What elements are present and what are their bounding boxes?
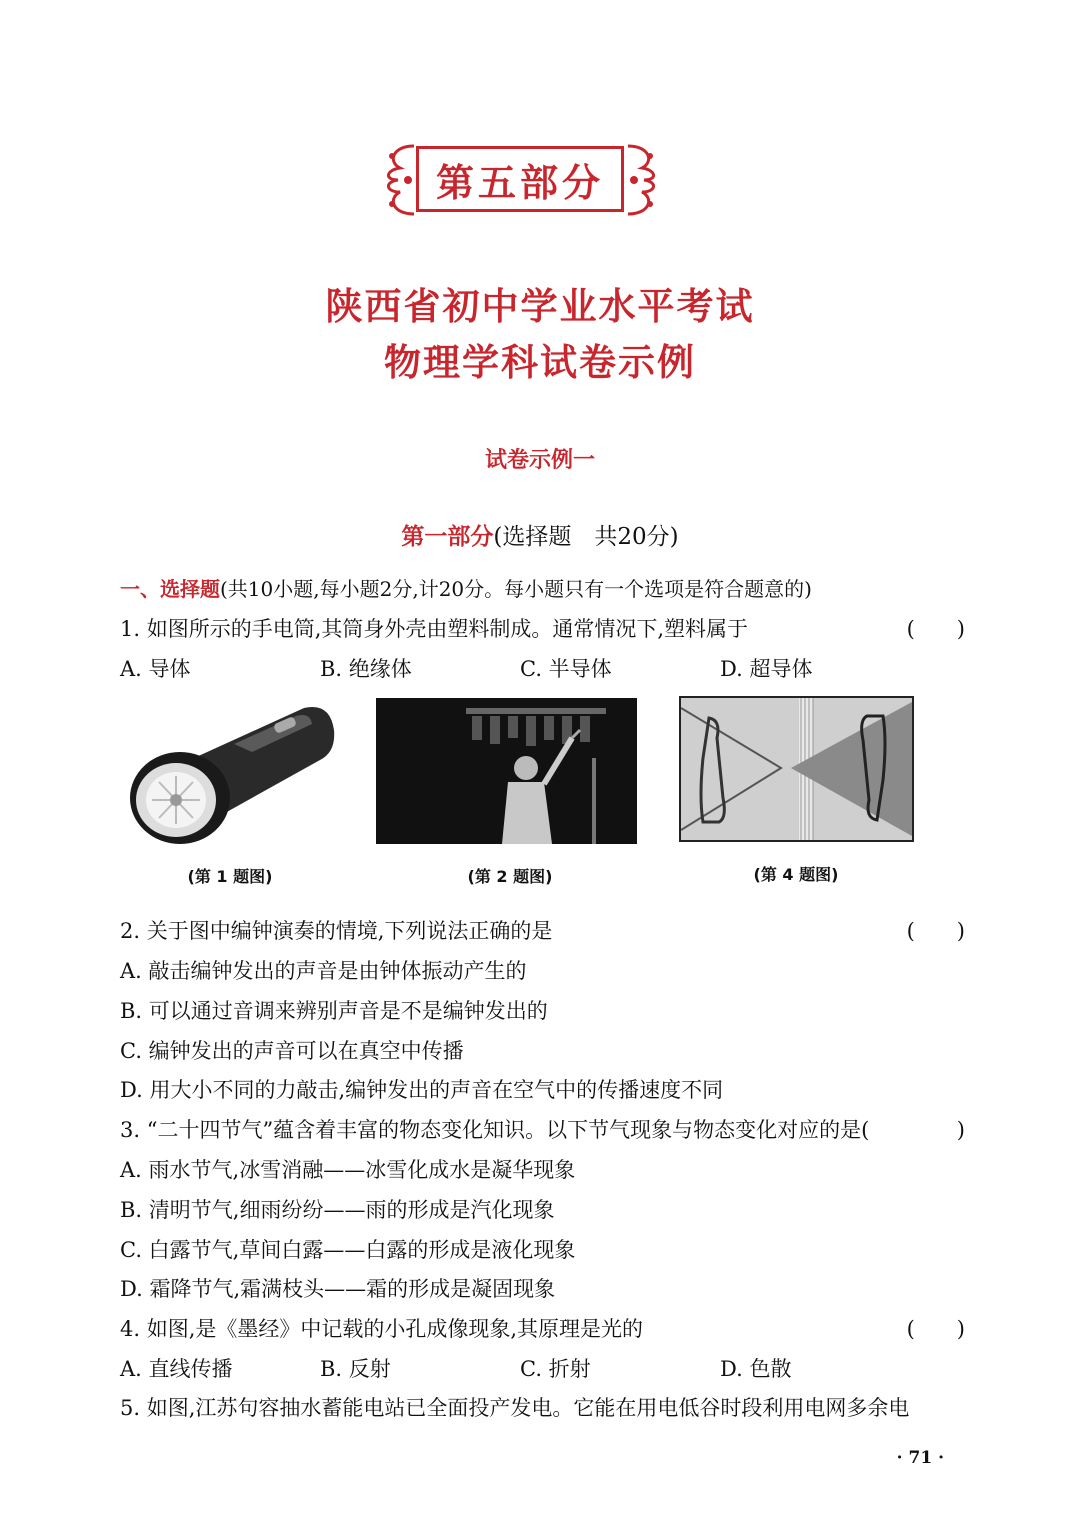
- question-stem: 2. 关于图中编钟演奏的情境,下列说法正确的是: [120, 919, 553, 943]
- question-stem: 3. “二十四节气”蕴含着丰富的物态变化知识。以下节气现象与物态变化对应的是(: [120, 1118, 870, 1142]
- option: A. 敲击编钟发出的声音是由钟体振动产生的: [120, 959, 527, 983]
- option: A. 直线传播: [120, 1357, 233, 1381]
- figure-caption: (第 2 题图): [467, 867, 553, 886]
- option: D. 色散: [720, 1357, 792, 1381]
- figure-caption: (第 1 题图): [187, 867, 273, 886]
- question-stem: 4. 如图,是《墨经》中记载的小孔成像现象,其原理是光的: [120, 1317, 644, 1341]
- option: A. 导体: [120, 657, 191, 681]
- option: B. 可以通过音调来辨别声音是不是编钟发出的: [120, 999, 548, 1023]
- option: A. 雨水节气,冰雪消融——冰雪化成水是凝华现象: [120, 1158, 576, 1182]
- answer-bracket-end: ): [914, 1118, 965, 1142]
- main-title-line-1: 陕西省初中学业水平考试: [325, 285, 755, 328]
- question-1: [120, 614, 965, 644]
- sample-title: 试卷示例一: [484, 448, 595, 473]
- part-banner: [378, 142, 664, 218]
- question-2: [120, 916, 965, 946]
- main-title-line-2: 物理学科试卷示例: [384, 341, 696, 384]
- option: B. 反射: [320, 1357, 391, 1381]
- part-banner-title: 第五部分: [416, 146, 624, 212]
- answer-bracket: ( ): [906, 1317, 965, 1341]
- option: C. 编钟发出的声音可以在真空中传播: [120, 1039, 464, 1063]
- page-number: · 71 ·: [896, 1448, 944, 1468]
- option: D. 用大小不同的力敲击,编钟发出的声音在空气中的传播速度不同: [120, 1078, 724, 1102]
- choice-heading: [120, 574, 965, 604]
- answer-bracket: ( ): [906, 617, 965, 641]
- ornament-right-icon: [622, 142, 664, 218]
- figure-caption: (第 4 题图): [753, 865, 839, 884]
- option: C. 半导体: [520, 657, 612, 681]
- figure-flashlight: [124, 700, 336, 848]
- section-title: [0, 518, 1080, 551]
- option: B. 绝缘体: [320, 657, 412, 681]
- figure-bianzhong: [376, 698, 637, 844]
- section-name: 第一部分: [401, 524, 494, 550]
- choice-heading-note: (共10小题,每小题2分,计20分。每小题只有一个选项是符合题意的): [220, 577, 812, 601]
- flashlight-image: [124, 700, 336, 848]
- figure-pinhole: [679, 696, 914, 842]
- option: D. 超导体: [720, 657, 813, 681]
- question-stem: 5. 如图,江苏句容抽水蓄能电站已全面投产发电。它能在用电低谷时段利用电网多余电: [120, 1396, 910, 1420]
- option: C. 折射: [520, 1357, 591, 1381]
- option: D. 霜降节气,霜满枝头——霜的形成是凝固现象: [120, 1277, 556, 1301]
- question-5: [120, 1393, 965, 1423]
- pinhole-image: [681, 698, 912, 840]
- section-note: (选择题 共20分): [493, 524, 679, 550]
- ornament-left-icon: [378, 142, 420, 218]
- choice-heading-label: 一、选择题: [120, 577, 220, 601]
- bianzhong-image: [376, 698, 637, 844]
- option: B. 清明节气,细雨纷纷——雨的形成是汽化现象: [120, 1198, 555, 1222]
- question-stem: 1. 如图所示的手电筒,其筒身外壳由塑料制成。通常情况下,塑料属于: [120, 617, 749, 641]
- question-4: [120, 1314, 965, 1344]
- option: C. 白露节气,草间白露——白露的形成是液化现象: [120, 1238, 576, 1262]
- answer-bracket: ( ): [906, 919, 965, 943]
- question-3: [120, 1115, 965, 1145]
